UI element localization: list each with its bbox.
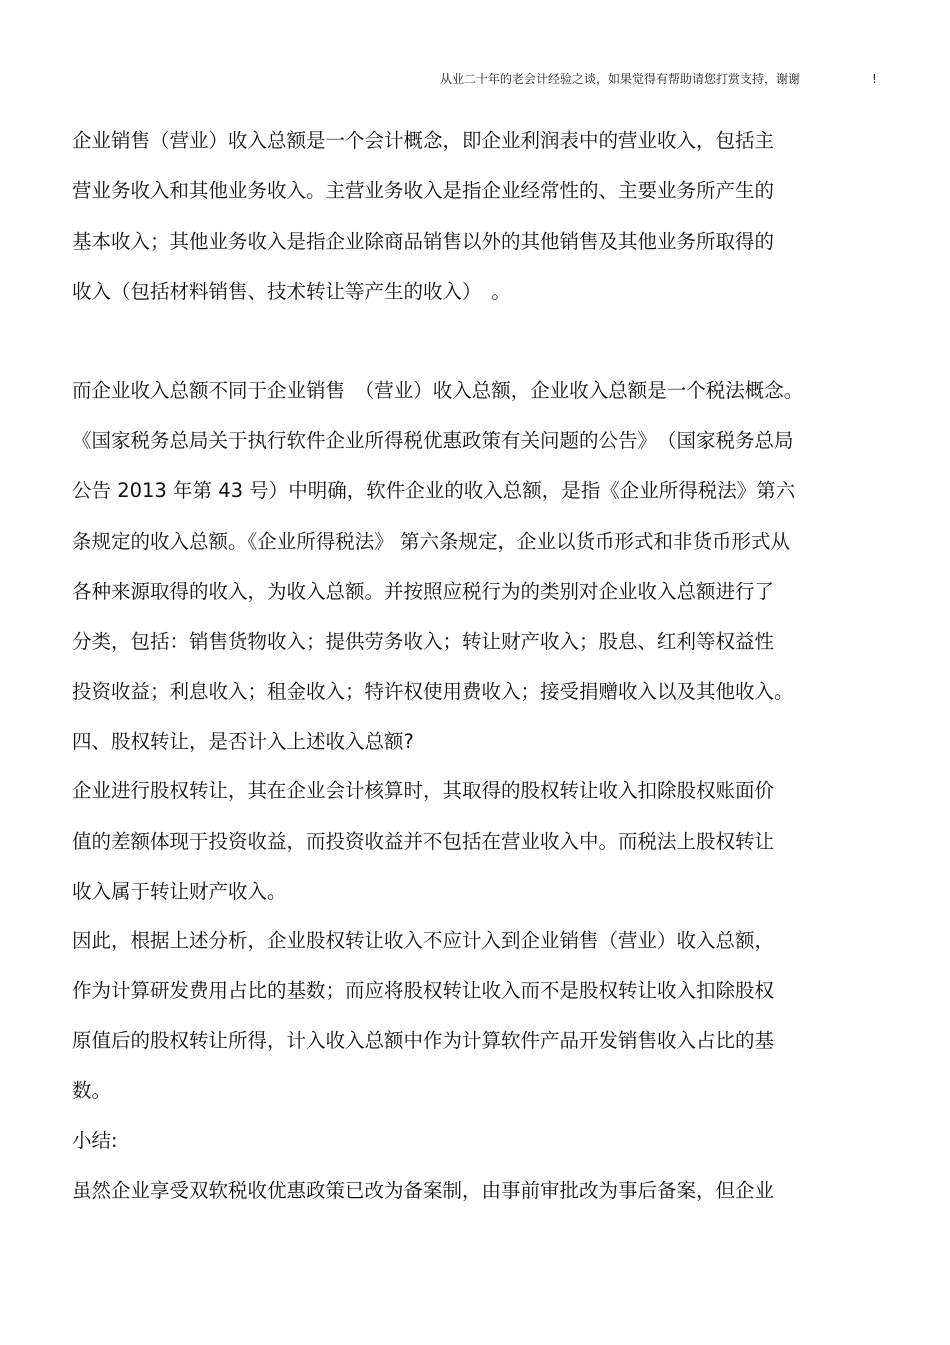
paragraph-line: 基本收入；其他业务收入是指企业除商品销售以外的其他销售及其他业务所取得的 [72, 230, 775, 253]
paragraph-line: 《国家税务总局关于执行软件企业所得税优惠政策有关问题的公告》 （国家税务总局 [72, 429, 794, 452]
header-exclamation: ! [872, 72, 877, 86]
summary-heading: 小结: [72, 1129, 118, 1152]
paragraph-line: 因此，根据上述分析，企业股权转让收入不应计入到企业销售（营业）收入总额， [72, 929, 775, 952]
header-text: 从业二十年的老会计经验之谈，如果觉得有帮助请您打赏支持，谢谢 [440, 72, 801, 86]
paragraph-line: 公告 2013 年第 43 号）中明确，软件企业的收入总额，是指《企业所得税法》第六 [72, 479, 796, 502]
paragraph-line: 分类，包括：销售货物收入；提供劳务收入；转让财产收入；股息、红利等权益性 [72, 630, 775, 653]
paragraph-line: 虽然企业享受双软税收优惠政策已改为备案制，由事前审批改为事后备案，但企业 [72, 1179, 775, 1202]
paragraph-line: 条规定的收入总额。《企业所得税法》 第六条规定，企业以货币形式和非货币形式从 [72, 530, 790, 553]
section-heading: 四、股权转让，是否计入上述收入总额? [72, 730, 414, 753]
paragraph-line: 收入属于转让财产收入。 [72, 880, 287, 903]
paragraph-line: 企业进行股权转让，其在企业会计核算时，其取得的股权转让收入扣除股权账面价 [72, 779, 775, 802]
page-header [440, 71, 880, 87]
paragraph-line: 投资收益；利息收入；租金收入；特许权使用费收入；接受捐赠收入以及其他收入。 [72, 680, 794, 703]
paragraph-line: 营业务收入和其他业务收入。主营业务收入是指企业经常性的、主要业务所产生的 [72, 179, 775, 202]
paragraph-line: 收入（包括材料销售、技术转让等产生的收入） 。 [72, 280, 511, 303]
paragraph-line: 企业销售（营业）收入总额是一个会计概念，即企业利润表中的营业收入，包括主 [72, 129, 775, 152]
paragraph-line: 原值后的股权转让所得，计入收入总额中作为计算软件产品开发销售收入占比的基 [72, 1029, 775, 1052]
paragraph-line: 数。 [72, 1079, 112, 1102]
paragraph-line: 值的差额体现于投资收益，而投资收益并不包括在营业收入中。而税法上股权转让 [72, 830, 775, 853]
paragraph-line: 各种来源取得的收入，为收入总额。并按照应税行为的类别对企业收入总额进行了 [72, 580, 775, 603]
paragraph-line: 而企业收入总额不同于企业销售 （营业）收入总额，企业收入总额是一个税法概念。 [72, 379, 804, 402]
paragraph-line: 作为计算研发费用占比的基数；而应将股权转让收入而不是股权转让收入扣除股权 [72, 979, 775, 1002]
